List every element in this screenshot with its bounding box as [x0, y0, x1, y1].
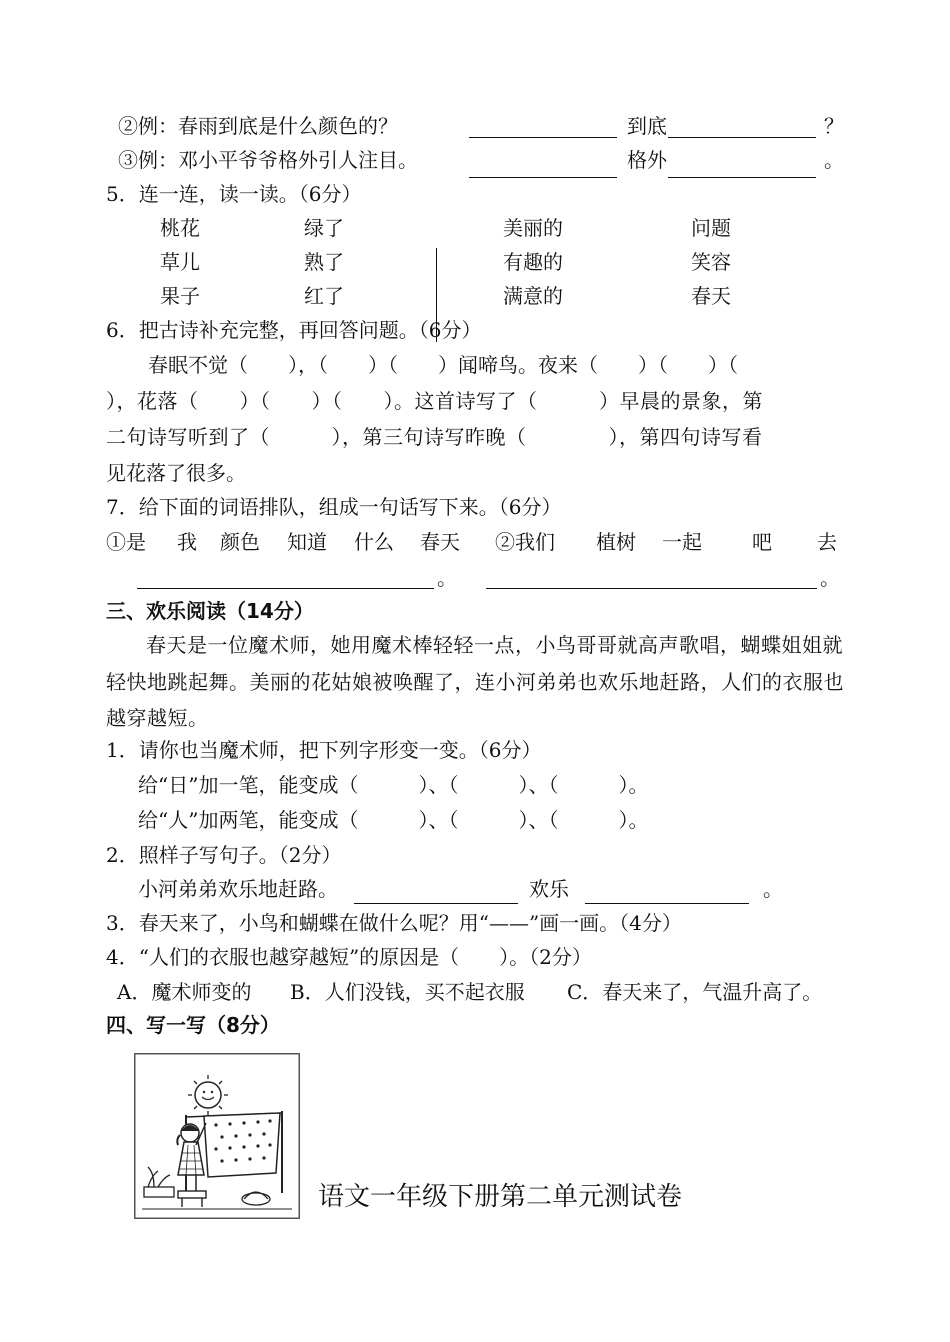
q7-word: 吧	[752, 530, 772, 554]
q4-example-2-keyword: 到底	[627, 114, 667, 138]
q5-left-col2-item[interactable]: 红了	[304, 284, 344, 308]
q6-line: ），花落（ ）（ ）（ ）。这首诗写了（ ）早晨的景象，第	[106, 389, 763, 413]
q4-example-3-blank-2[interactable]	[668, 177, 816, 178]
q7-word: ②我们	[495, 530, 555, 554]
s3-q2-blank-1[interactable]	[354, 903, 518, 904]
s3-q4-option[interactable]: C．春天来了，气温升高了。	[567, 980, 823, 1004]
q5-left-col2-item[interactable]: 绿了	[304, 216, 344, 240]
q6-line: 春眠不觉（ ），（ ）（ ）闻啼鸟。夜来（ ）（ ）（	[148, 353, 738, 377]
q4-example-2: ②例：春雨到底是什么颜色的？	[118, 114, 398, 138]
q7-word: 植树	[596, 530, 636, 554]
q4-example-2-blank-1[interactable]	[469, 137, 617, 138]
q4-example-3-end: 。	[824, 148, 844, 172]
section4-heading: 四、写一写（8分）	[106, 1013, 280, 1037]
q4-example-3-keyword: 格外	[627, 148, 667, 172]
q4-example-3: ③例：邓小平爷爷格外引人注目。	[118, 148, 418, 172]
s3-q2-end: 。	[763, 877, 783, 901]
q7-word: 春天	[420, 530, 460, 554]
q5-right-col2-item[interactable]: 问题	[691, 216, 731, 240]
q4-example-3-blank-1[interactable]	[469, 177, 617, 178]
s3-q2-blank-2[interactable]	[585, 903, 749, 904]
section3-heading: 三、欢乐阅读（14分）	[106, 599, 314, 623]
q5-left-col2-item[interactable]: 熟了	[304, 250, 344, 274]
q7-title: 7．给下面的词语排队，组成一句话写下来。（6分）	[106, 495, 562, 519]
q7-word: 去	[817, 530, 837, 554]
q5-right-col2-item[interactable]: 春天	[691, 284, 731, 308]
q6-title: 6．把古诗补充完整，再回答问题。（6分）	[106, 318, 482, 342]
q7-word: 知道	[287, 530, 327, 554]
q4-example-2-end: ？	[824, 114, 844, 138]
q7-answer-1-end: 。	[437, 566, 457, 590]
q5-left-col1-item[interactable]: 草儿	[160, 250, 200, 274]
s3-q3: 3．春天来了，小鸟和蝴蝶在做什么呢？用“——”画一画。（4分）	[106, 911, 682, 935]
q7-answer-2-end: 。	[820, 566, 840, 590]
q7-answer-line-1[interactable]	[137, 588, 434, 589]
q6-line: 二句诗写听到了（ ），第三句诗写昨晚（ ），第四句诗写看	[106, 425, 763, 449]
exam-title: 语文一年级下册第二单元测试卷	[318, 1182, 683, 1212]
q5-left-col1-item[interactable]: 果子	[160, 284, 200, 308]
reading-passage: 春天是一位魔术师，她用魔术棒轻轻一点，小鸟哥哥就高声歌唱，蝴蝶姐姐就轻快地跳起舞。美丽的花姑娘被唤醒了，连小河弟弟也欢乐地赶路，人们的衣服也越穿越短。	[106, 633, 844, 730]
q6-line: 见花落了很多。	[106, 461, 246, 485]
q5-right-col2-item[interactable]: 笑容	[691, 250, 731, 274]
q7-answer-line-2[interactable]	[486, 588, 817, 589]
q7-word: 颜色	[220, 530, 260, 554]
q4-example-2-blank-2[interactable]	[668, 137, 816, 138]
q7-word: 什么	[354, 530, 394, 554]
girl-drying-clothes-illustration	[134, 1053, 300, 1219]
s3-q2-title: 2．照样子写句子。（2分）	[106, 843, 342, 867]
q5-right-col1-item[interactable]: 满意的	[503, 284, 563, 308]
writing-prompt-picture	[134, 1053, 300, 1219]
q7-word: ①是	[106, 530, 146, 554]
s3-q4: 4．“人们的衣服也越穿越短”的原因是（ ）。（2分）	[106, 945, 592, 969]
s3-q2-example: 小河弟弟欢乐地赶路。	[138, 877, 338, 901]
q7-word: 我	[177, 530, 197, 554]
s3-q1-line: 给“日”加一笔，能变成（ ）、（ ）、（ ）。	[138, 773, 649, 797]
s3-q4-option[interactable]: A．魔术师变的	[117, 980, 252, 1004]
s3-q2-keyword: 欢乐	[529, 877, 569, 901]
s3-q1-line: 给“人”加两笔，能变成（ ）、（ ）、（ ）。	[138, 808, 649, 832]
q7-word: 一起	[662, 530, 702, 554]
q5-right-col1-item[interactable]: 有趣的	[503, 250, 563, 274]
q5-right-col1-item[interactable]: 美丽的	[503, 216, 563, 240]
s3-q1-title: 1．请你也当魔术师，把下列字形变一变。（6分）	[106, 738, 542, 762]
q5-title: 5．连一连，读一读。（6分）	[106, 182, 362, 206]
s3-q4-option[interactable]: B．人们没钱，买不起衣服	[290, 980, 525, 1004]
q5-left-col1-item[interactable]: 桃花	[160, 216, 200, 240]
